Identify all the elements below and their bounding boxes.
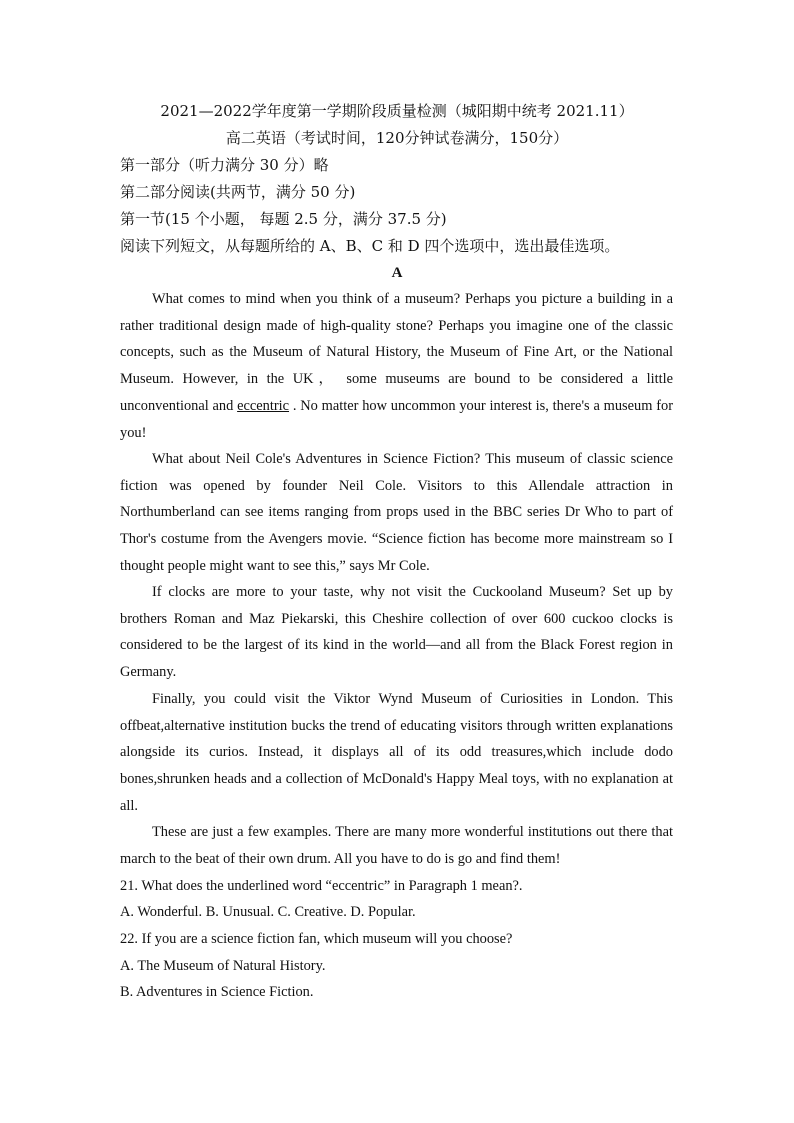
- paragraph-3: If clocks are more to your taste, why not visit the Cuckooland Museum? Set up by brothers Roman and Maz Piekarski, this Cheshire collection of over 600 cuckoo clocks is considered to be the largest of its kind in the world—and all from the Black Forest region in Germany.: [120, 584, 673, 681]
- paragraph-5: These are just a few examples. There are many more wonderful institutions out there that march to the beat of their own drum. All you have to do is go and find them!: [120, 824, 673, 867]
- section1-heading: 第一节(15 个小题， 每题 2.5 分，满分 37.5 分): [120, 210, 447, 228]
- question-21: 21. What does the underlined word “eccentric” in Paragraph 1 mean?.: [120, 878, 523, 894]
- paragraph-4: Finally, you could visit the Viktor Wynd Museum of Curiosities in London. This offbeat,alternative institution bucks the trend of educating visitors through written explanations alongside its curios. Instead, it displays all of its odd treasures,which include dodo bones,shrunken heads and a collection of McDonald's Happy Meal toys, with no explanation at all.: [120, 691, 673, 814]
- question-22-option-b: B. Adventures in Science Fiction.: [120, 984, 314, 1000]
- exam-subtitle: 高二英语（考试时间，120分钟试卷满分，150分）: [225, 129, 569, 147]
- paragraph-1: [120, 286, 673, 446]
- question-22-option-a: A. The Museum of Natural History.: [120, 958, 326, 974]
- reading-instruction: 阅读下列短文，从每题所给的 A、B、C 和 D 四个选项中，选出最佳选项。: [120, 237, 620, 255]
- part2-heading: 第二部分阅读(共两节，满分 50 分): [120, 183, 356, 201]
- paragraph-1-text-end: . No matter how uncommon your interest is, there's a museum for you!: [120, 397, 673, 441]
- part1-heading: 第一部分（听力满分 30 分）略: [120, 156, 329, 174]
- underlined-word: eccentric: [237, 397, 290, 414]
- question-22: 22. If you are a science fiction fan, which museum will you choose?: [120, 931, 513, 947]
- passage-label: A: [391, 265, 403, 281]
- exam-title: 2021—2022学年度第一学期阶段质量检测（城阳期中统考 2021.11）: [160, 102, 634, 120]
- question-21-options: A. Wonderful. B. Unusual. C. Creative. D. Popular.: [120, 904, 416, 920]
- paragraph-2: What about Neil Cole's Adventures in Science Fiction? This museum of classic science fiction was opened by founder Neil Cole. Visitors to this Allendale attraction in Northumberland can see items ranging from props used in the BBC series Dr Who to part of Thor's costume from the Avengers movie. “Science fiction has become more mainstream so I thought people might want to see this,” says Mr Cole.: [120, 451, 673, 574]
- paragraph-1-text: What comes to mind when you think of a museum? Perhaps you picture a building in a rather traditional design made of high-quality stone? Perhaps you imagine one of the classic concepts, such as the Museum of Natural History, the Museum of Fine Art, or the National Museum. However, in the UK， some museums are bound to be considered a little unconventional and: [120, 291, 673, 414]
